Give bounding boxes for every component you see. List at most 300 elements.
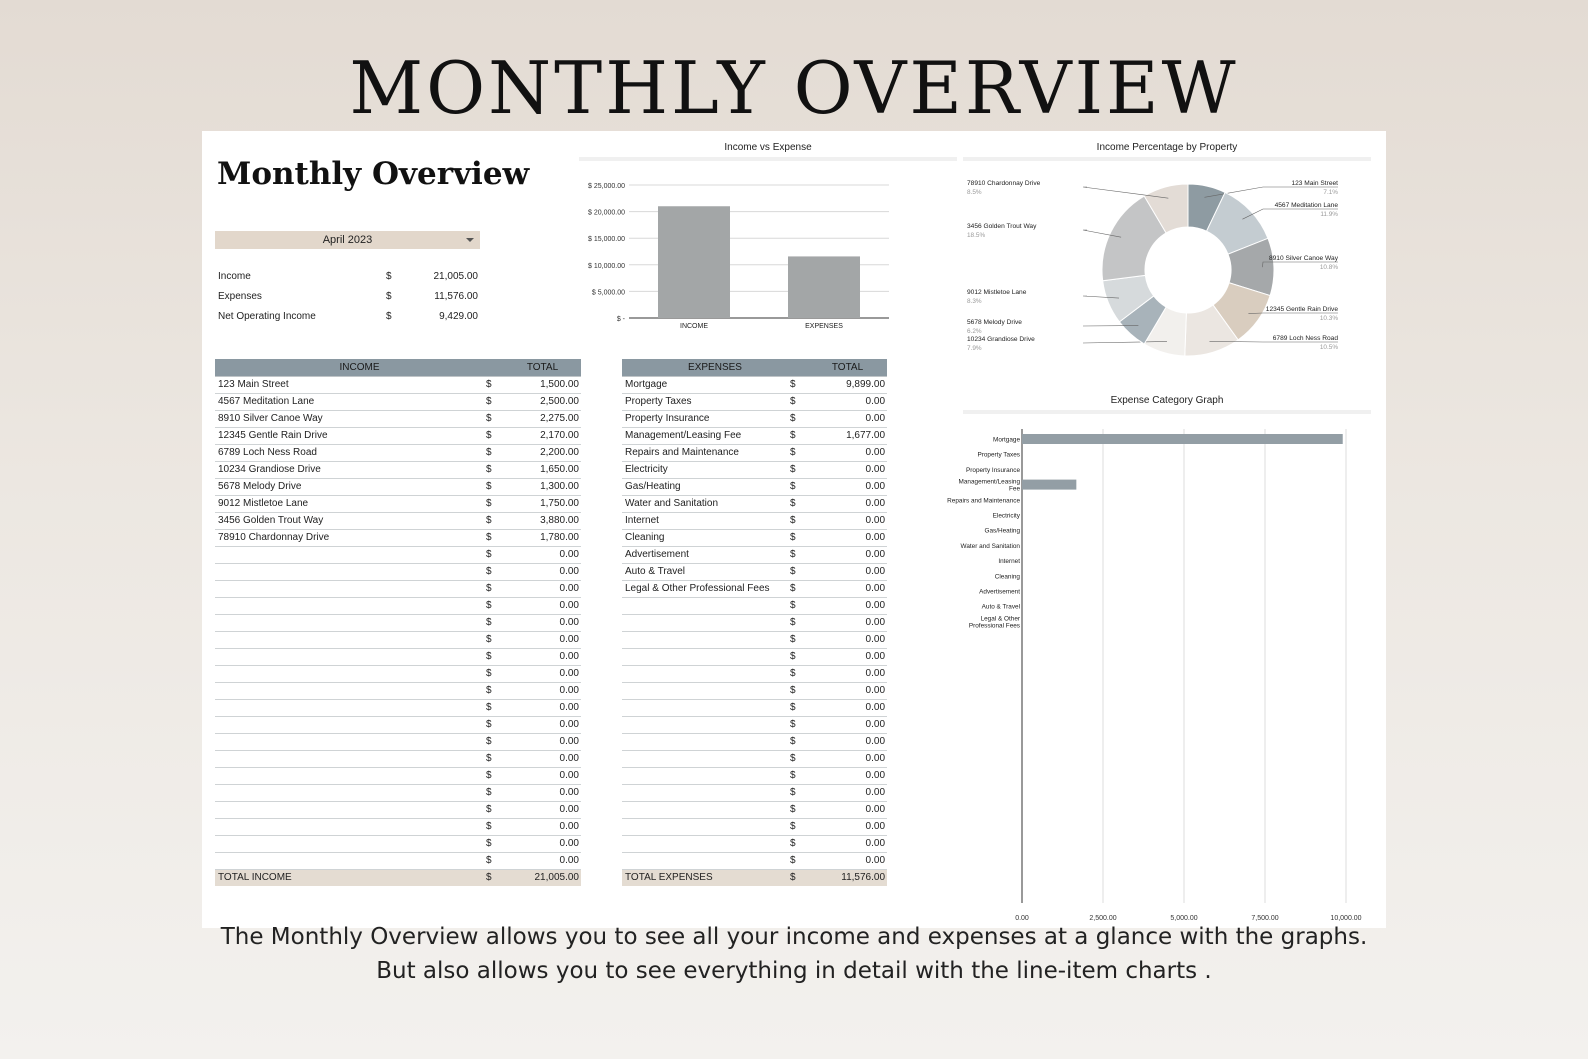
row-value-cell[interactable]: 2,200.00 [504, 444, 581, 461]
table-row [215, 648, 581, 665]
row-name-cell[interactable]: 10234 Grandiose Drive [215, 461, 486, 478]
row-name-cell[interactable] [622, 631, 790, 648]
row-value-cell[interactable]: 0.00 [504, 682, 581, 699]
table-row [215, 801, 581, 818]
row-currency-cell[interactable]: $ [486, 801, 504, 818]
table-row [622, 682, 887, 699]
row-currency-cell[interactable]: $ [486, 733, 504, 750]
table-row [622, 699, 887, 716]
row-value-cell[interactable]: 0.00 [808, 784, 887, 801]
table-row [215, 597, 581, 614]
row-currency-cell[interactable]: $ [790, 784, 808, 801]
total-row [622, 869, 887, 886]
month-dropdown-value: April 2023 [322, 234, 373, 246]
slice-label: 123 Main Street [1291, 180, 1338, 187]
row-value-cell[interactable]: 0.00 [504, 835, 581, 852]
row-currency-cell[interactable]: $ [486, 852, 504, 869]
hero-title: MONTHLY OVERVIEW [349, 46, 1239, 130]
row-name-cell[interactable] [215, 716, 486, 733]
row-currency-cell[interactable]: $ [486, 631, 504, 648]
row-value-cell[interactable]: 0.00 [808, 512, 887, 529]
total-value-cell[interactable]: 21,005.00 [504, 869, 581, 886]
table-row [215, 529, 581, 546]
row-value-cell[interactable]: 0.00 [808, 410, 887, 427]
row-currency-cell[interactable]: $ [486, 512, 504, 529]
summary-currency: $ [386, 311, 392, 322]
chart-title-expense-category: Expense Category Graph [963, 392, 1371, 414]
row-currency-cell[interactable]: $ [790, 427, 808, 444]
row-currency-cell[interactable]: $ [790, 376, 808, 393]
row-name-cell[interactable] [215, 835, 486, 852]
row-currency-cell[interactable]: $ [486, 614, 504, 631]
row-currency-cell[interactable]: $ [486, 699, 504, 716]
table-row [215, 852, 581, 869]
table-row [215, 784, 581, 801]
total-label-cell[interactable]: TOTAL INCOME [215, 869, 486, 886]
row-currency-cell[interactable]: $ [486, 835, 504, 852]
row-name-cell[interactable]: Electricity [622, 461, 790, 478]
slice-label: 12345 Gentle Rain Drive [1265, 306, 1338, 313]
row-value-cell[interactable]: 0.00 [808, 495, 887, 512]
row-currency-cell[interactable]: $ [790, 631, 808, 648]
income-table [215, 359, 581, 886]
row-name-cell[interactable]: 78910 Chardonnay Drive [215, 529, 486, 546]
row-name-cell[interactable]: Property Insurance [622, 410, 790, 427]
row-name-cell[interactable] [215, 699, 486, 716]
row-value-cell[interactable]: 0.00 [808, 461, 887, 478]
expense-category-chart[interactable] [930, 421, 1380, 921]
row-value-cell[interactable]: 0.00 [808, 393, 887, 410]
row-currency-cell[interactable]: $ [790, 614, 808, 631]
row-name-cell[interactable] [215, 784, 486, 801]
slice-label: 10234 Grandiose Drive [967, 336, 1035, 343]
row-currency-cell[interactable]: $ [790, 478, 808, 495]
row-name-cell[interactable]: Mortgage [622, 376, 790, 393]
row-name-cell[interactable]: 3456 Golden Trout Way [215, 512, 486, 529]
row-value-cell[interactable]: 0.00 [808, 767, 887, 784]
table-row [215, 716, 581, 733]
column-header-total[interactable]: TOTAL [504, 359, 581, 376]
y-category-label: Repairs and Maintenance [947, 497, 1020, 505]
row-value-cell[interactable]: 0.00 [808, 546, 887, 563]
slice-label: 78910 Chardonnay Drive [967, 180, 1041, 187]
row-name-cell[interactable]: 8910 Silver Canoe Way [215, 410, 486, 427]
table-row [622, 478, 887, 495]
summary-income-row [218, 267, 480, 287]
row-name-cell[interactable] [622, 784, 790, 801]
slice-percent: 11.9% [1320, 211, 1338, 218]
summary-label: Income [218, 271, 251, 282]
row-name-cell[interactable] [215, 597, 486, 614]
row-currency-cell[interactable]: $ [790, 495, 808, 512]
slice-percent: 10.3% [1319, 315, 1338, 322]
row-value-cell[interactable]: 0.00 [504, 818, 581, 835]
row-value-cell[interactable]: 2,275.00 [504, 410, 581, 427]
row-currency-cell[interactable]: $ [486, 495, 504, 512]
y-category-label: Professional Fees [968, 622, 1020, 630]
row-name-cell[interactable]: Internet [622, 512, 790, 529]
row-value-cell[interactable]: 0.00 [504, 614, 581, 631]
total-value-cell[interactable]: 11,576.00 [808, 869, 887, 886]
row-currency-cell[interactable]: $ [486, 529, 504, 546]
bar-income [658, 206, 730, 318]
row-currency-cell[interactable]: $ [790, 665, 808, 682]
row-name-cell[interactable] [215, 682, 486, 699]
y-category-label: Cleaning [994, 573, 1020, 581]
row-currency-cell[interactable]: $ [790, 801, 808, 818]
row-currency-cell[interactable]: $ [486, 563, 504, 580]
row-currency-cell[interactable]: $ [790, 410, 808, 427]
table-row [622, 580, 887, 597]
row-value-cell[interactable]: 0.00 [808, 580, 887, 597]
summary-value: 21,005.00 [433, 271, 478, 282]
row-name-cell[interactable]: Auto & Travel [622, 563, 790, 580]
row-currency-cell[interactable]: $ [790, 750, 808, 767]
row-name-cell[interactable]: Advertisement [622, 546, 790, 563]
table-row [215, 818, 581, 835]
row-value-cell[interactable]: 0.00 [808, 478, 887, 495]
row-value-cell[interactable]: 0.00 [808, 716, 887, 733]
income-vs-expense-chart[interactable] [579, 165, 919, 340]
month-dropdown[interactable] [215, 231, 480, 249]
row-currency-cell[interactable]: $ [486, 461, 504, 478]
table-row [622, 750, 887, 767]
slice-percent: 10.5% [1319, 344, 1338, 351]
slice-label: 8910 Silver Canoe Way [1268, 255, 1338, 262]
summary-currency: $ [386, 291, 392, 302]
table-row [622, 784, 887, 801]
row-value-cell[interactable]: 0.00 [808, 597, 887, 614]
table-row [622, 767, 887, 784]
row-currency-cell[interactable]: $ [790, 767, 808, 784]
row-value-cell[interactable]: 0.00 [808, 818, 887, 835]
row-currency-cell[interactable]: $ [486, 427, 504, 444]
row-currency-cell[interactable]: $ [790, 818, 808, 835]
income-table-header [215, 359, 581, 376]
row-value-cell[interactable]: 1,650.00 [504, 461, 581, 478]
caption-line-1: The Monthly Overview allows you to see all your income and expenses at a glance with the graphs. [220, 924, 1368, 950]
row-value-cell[interactable]: 0.00 [504, 597, 581, 614]
table-row [622, 376, 887, 393]
row-name-cell[interactable] [622, 733, 790, 750]
table-row [215, 444, 581, 461]
summary-noi-row [218, 307, 480, 327]
row-name-cell[interactable] [215, 563, 486, 580]
row-currency-cell[interactable]: $ [486, 376, 504, 393]
column-header-expenses[interactable]: EXPENSES [622, 359, 808, 376]
sheet-title: Monthly Overview [217, 156, 530, 192]
x-tick-label: 10,000.00 [1330, 915, 1362, 921]
row-name-cell[interactable] [215, 733, 486, 750]
table-row [622, 818, 887, 835]
row-currency-cell[interactable]: $ [486, 784, 504, 801]
row-value-cell[interactable]: 0.00 [808, 631, 887, 648]
row-value-cell[interactable]: 0.00 [504, 648, 581, 665]
y-category-label: Gas/Heating [984, 527, 1020, 535]
row-name-cell[interactable]: Legal & Other Professional Fees [622, 580, 790, 597]
row-value-cell[interactable]: 3,880.00 [504, 512, 581, 529]
row-name-cell[interactable] [215, 665, 486, 682]
table-row [622, 852, 887, 869]
row-name-cell[interactable] [622, 716, 790, 733]
row-currency-cell[interactable]: $ [790, 835, 808, 852]
row-value-cell[interactable]: 0.00 [504, 750, 581, 767]
table-row [622, 393, 887, 410]
summary-label: Expenses [218, 291, 262, 302]
table-row [215, 631, 581, 648]
row-value-cell[interactable]: 0.00 [504, 631, 581, 648]
table-row [215, 835, 581, 852]
row-name-cell[interactable]: 9012 Mistletoe Lane [215, 495, 486, 512]
table-row [622, 461, 887, 478]
row-currency-cell[interactable]: $ [486, 767, 504, 784]
slice-percent: 18.5% [967, 232, 986, 239]
total-currency-cell[interactable]: $ [486, 869, 504, 886]
row-value-cell[interactable]: 0.00 [808, 750, 887, 767]
summary-block [218, 267, 480, 327]
row-name-cell[interactable]: 12345 Gentle Rain Drive [215, 427, 486, 444]
row-name-cell[interactable] [622, 614, 790, 631]
x-tick-label: 0.00 [1015, 915, 1029, 921]
row-name-cell[interactable] [622, 699, 790, 716]
row-value-cell[interactable]: 0.00 [504, 852, 581, 869]
table-row [215, 614, 581, 631]
row-value-cell[interactable]: 1,500.00 [504, 376, 581, 393]
row-value-cell[interactable]: 2,500.00 [504, 393, 581, 410]
table-row [622, 835, 887, 852]
row-currency-cell[interactable]: $ [790, 716, 808, 733]
row-value-cell[interactable]: 2,170.00 [504, 427, 581, 444]
table-row [622, 546, 887, 563]
table-row [622, 444, 887, 461]
table-row [622, 512, 887, 529]
row-name-cell[interactable] [215, 648, 486, 665]
table-row [215, 410, 581, 427]
row-name-cell[interactable]: 123 Main Street [215, 376, 486, 393]
row-value-cell[interactable]: 0.00 [808, 852, 887, 869]
row-value-cell[interactable]: 0.00 [808, 648, 887, 665]
summary-currency: $ [386, 271, 392, 282]
row-name-cell[interactable] [215, 767, 486, 784]
row-name-cell[interactable]: Cleaning [622, 529, 790, 546]
table-row [622, 563, 887, 580]
slice-percent: 10.8% [1319, 264, 1338, 271]
row-value-cell[interactable]: 0.00 [808, 682, 887, 699]
x-tick-label: 7,500.00 [1251, 915, 1279, 921]
row-name-cell[interactable] [215, 631, 486, 648]
row-currency-cell[interactable]: $ [486, 478, 504, 495]
row-name-cell[interactable] [215, 801, 486, 818]
slice-percent: 7.1% [1323, 189, 1338, 196]
row-name-cell[interactable]: Property Taxes [622, 393, 790, 410]
row-value-cell[interactable]: 9,899.00 [808, 376, 887, 393]
total-currency-cell[interactable]: $ [790, 869, 808, 886]
row-currency-cell[interactable]: $ [790, 563, 808, 580]
row-value-cell[interactable]: 0.00 [808, 699, 887, 716]
spreadsheet-panel [202, 131, 1386, 928]
table-row [622, 665, 887, 682]
row-value-cell[interactable]: 0.00 [808, 665, 887, 682]
row-value-cell[interactable]: 0.00 [504, 716, 581, 733]
row-name-cell[interactable]: Repairs and Maintenance [622, 444, 790, 461]
row-name-cell[interactable]: 5678 Melody Drive [215, 478, 486, 495]
row-currency-cell[interactable]: $ [790, 529, 808, 546]
y-tick-label: $ 5,000.00 [591, 289, 625, 297]
row-name-cell[interactable] [622, 665, 790, 682]
slice-label: 3456 Golden Trout Way [967, 223, 1037, 230]
row-currency-cell[interactable]: $ [790, 461, 808, 478]
table-row [622, 716, 887, 733]
row-value-cell[interactable]: 0.00 [504, 801, 581, 818]
row-currency-cell[interactable]: $ [486, 444, 504, 461]
bar-mortgage [1022, 434, 1343, 444]
row-currency-cell[interactable]: $ [486, 648, 504, 665]
row-currency-cell[interactable]: $ [790, 393, 808, 410]
row-name-cell[interactable] [622, 648, 790, 665]
row-currency-cell[interactable]: $ [486, 580, 504, 597]
row-currency-cell[interactable]: $ [790, 852, 808, 869]
slice-percent: 8.5% [967, 189, 982, 196]
row-currency-cell[interactable]: $ [790, 512, 808, 529]
y-category-label: Advertisement [979, 588, 1020, 596]
slice-label: 6789 Loch Ness Road [1272, 335, 1338, 342]
row-value-cell[interactable]: 0.00 [504, 784, 581, 801]
row-currency-cell[interactable]: $ [790, 597, 808, 614]
row-value-cell[interactable]: 0.00 [808, 563, 887, 580]
row-value-cell[interactable]: 0.00 [504, 767, 581, 784]
row-name-cell[interactable] [215, 580, 486, 597]
y-tick-label: $ 15,000.00 [588, 236, 625, 244]
row-value-cell[interactable]: 0.00 [808, 614, 887, 631]
row-name-cell[interactable] [215, 614, 486, 631]
row-name-cell[interactable]: Gas/Heating [622, 478, 790, 495]
bar-expenses [788, 256, 860, 318]
table-row [215, 546, 581, 563]
table-row [215, 682, 581, 699]
expense-table-body [622, 376, 887, 886]
y-tick-label: $ 10,000.00 [588, 262, 625, 270]
slice-label: 4567 Meditation Lane [1274, 202, 1338, 209]
x-tick-label: EXPENSES [805, 323, 843, 330]
y-tick-label: $ 25,000.00 [588, 183, 625, 190]
row-currency-cell[interactable]: $ [486, 750, 504, 767]
row-value-cell[interactable]: 0.00 [504, 580, 581, 597]
table-row [622, 648, 887, 665]
row-currency-cell[interactable]: $ [486, 682, 504, 699]
total-label-cell[interactable]: TOTAL EXPENSES [622, 869, 790, 886]
y-category-label: Internet [998, 558, 1020, 566]
row-currency-cell[interactable]: $ [486, 393, 504, 410]
row-value-cell[interactable]: 0.00 [808, 529, 887, 546]
row-name-cell[interactable] [622, 597, 790, 614]
row-value-cell[interactable]: 0.00 [808, 733, 887, 750]
row-currency-cell[interactable]: $ [486, 716, 504, 733]
income-percentage-donut-chart[interactable] [963, 165, 1383, 365]
expense-table [622, 359, 887, 886]
slice-percent: 6.2% [967, 328, 982, 335]
row-name-cell[interactable] [215, 546, 486, 563]
table-row [622, 614, 887, 631]
row-currency-cell[interactable]: $ [486, 597, 504, 614]
row-value-cell[interactable]: 0.00 [504, 563, 581, 580]
row-currency-cell[interactable]: $ [790, 580, 808, 597]
row-currency-cell[interactable]: $ [790, 699, 808, 716]
y-category-label: Property Taxes [977, 451, 1020, 459]
row-currency-cell[interactable]: $ [790, 648, 808, 665]
row-value-cell[interactable]: 0.00 [504, 665, 581, 682]
caption-line-2: But also allows you to see everything in detail with the line-item charts . [376, 958, 1212, 984]
row-value-cell[interactable]: 1,300.00 [504, 478, 581, 495]
row-currency-cell[interactable]: $ [486, 410, 504, 427]
table-row [622, 733, 887, 750]
x-tick-label: 5,000.00 [1170, 915, 1198, 921]
row-name-cell[interactable] [215, 852, 486, 869]
row-name-cell[interactable] [622, 750, 790, 767]
row-name-cell[interactable] [215, 818, 486, 835]
row-value-cell[interactable]: 0.00 [808, 801, 887, 818]
row-value-cell[interactable]: 1,677.00 [808, 427, 887, 444]
row-currency-cell[interactable]: $ [790, 546, 808, 563]
row-value-cell[interactable]: 0.00 [504, 699, 581, 716]
slice-percent: 7.9% [967, 345, 982, 352]
bar-management-leasing-fee [1022, 480, 1076, 490]
row-currency-cell[interactable]: $ [486, 546, 504, 563]
table-row [215, 512, 581, 529]
row-value-cell[interactable]: 0.00 [808, 444, 887, 461]
row-name-cell[interactable]: Management/Leasing Fee [622, 427, 790, 444]
summary-value: 11,576.00 [434, 291, 478, 302]
column-header-total[interactable]: TOTAL [808, 359, 887, 376]
table-row [215, 461, 581, 478]
row-name-cell[interactable]: 6789 Loch Ness Road [215, 444, 486, 461]
row-value-cell[interactable]: 1,750.00 [504, 495, 581, 512]
y-category-label: Legal & Other [980, 615, 1020, 623]
chart-title-income-percentage: Income Percentage by Property [963, 139, 1371, 161]
table-row [215, 376, 581, 393]
row-name-cell[interactable]: Water and Sanitation [622, 495, 790, 512]
summary-label: Net Operating Income [218, 311, 316, 322]
table-row [215, 767, 581, 784]
row-name-cell[interactable] [622, 835, 790, 852]
column-header-income[interactable]: INCOME [215, 359, 504, 376]
y-tick-label: $ 20,000.00 [588, 209, 625, 217]
row-name-cell[interactable]: 4567 Meditation Lane [215, 393, 486, 410]
row-currency-cell[interactable]: $ [790, 444, 808, 461]
row-value-cell[interactable]: 0.00 [504, 733, 581, 750]
chevron-down-icon[interactable] [466, 238, 474, 242]
row-value-cell[interactable]: 1,780.00 [504, 529, 581, 546]
table-row [622, 631, 887, 648]
row-currency-cell[interactable]: $ [790, 733, 808, 750]
table-row [215, 580, 581, 597]
row-value-cell[interactable]: 0.00 [504, 546, 581, 563]
row-name-cell[interactable] [215, 750, 486, 767]
row-value-cell[interactable]: 0.00 [808, 835, 887, 852]
y-tick-label: $ - [616, 316, 625, 323]
row-currency-cell[interactable]: $ [486, 818, 504, 835]
expense-table-header [622, 359, 887, 376]
row-name-cell[interactable] [622, 818, 790, 835]
y-category-label: Water and Sanitation [960, 542, 1020, 550]
row-currency-cell[interactable]: $ [790, 682, 808, 699]
row-name-cell[interactable] [622, 852, 790, 869]
row-name-cell[interactable] [622, 682, 790, 699]
slice-percent: 8.3% [967, 298, 982, 305]
row-currency-cell[interactable]: $ [486, 665, 504, 682]
row-name-cell[interactable] [622, 801, 790, 818]
table-row [622, 529, 887, 546]
row-name-cell[interactable] [622, 767, 790, 784]
